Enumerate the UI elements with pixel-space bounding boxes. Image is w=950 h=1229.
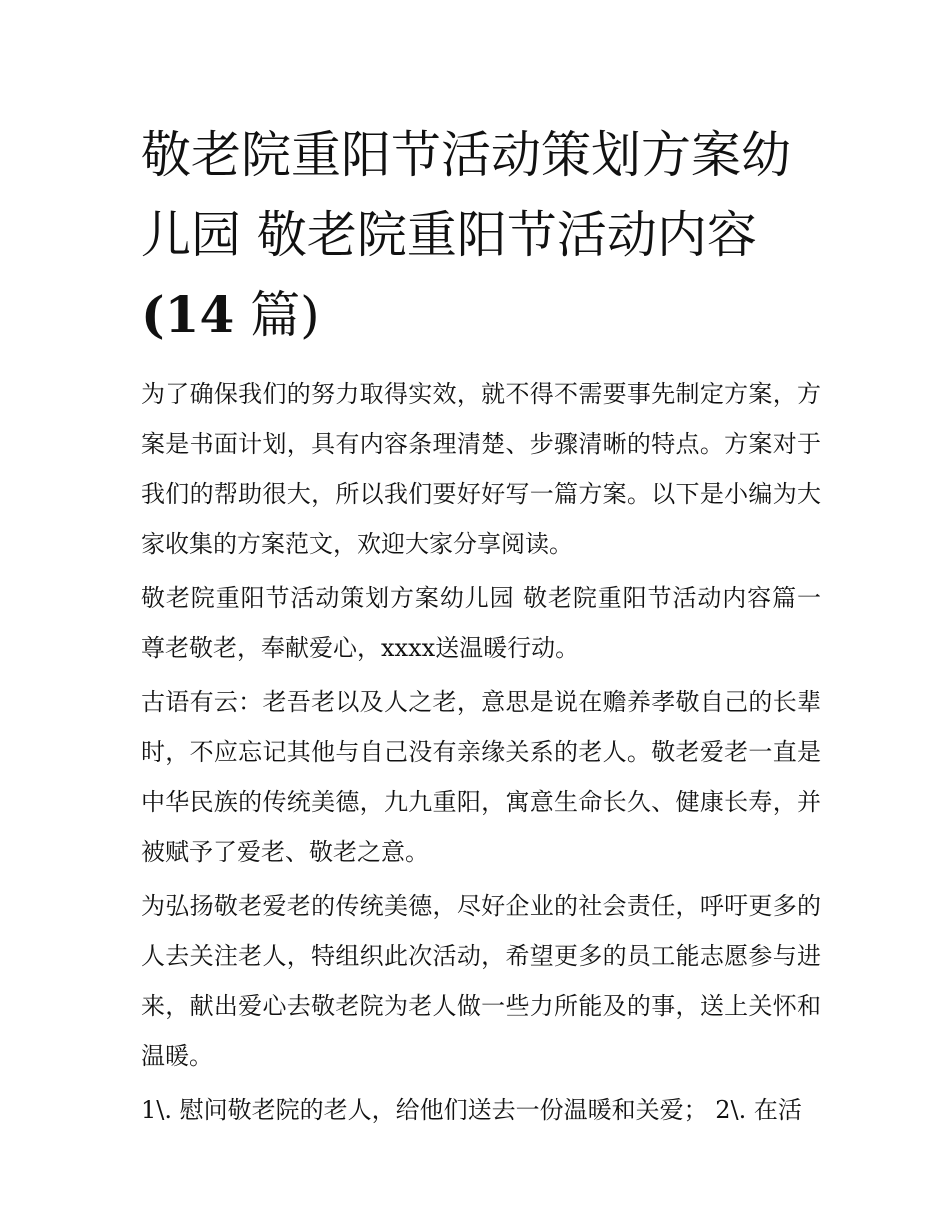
title-count-unit: 篇) [250, 286, 320, 344]
title-count: (14 [141, 285, 235, 344]
list-paragraph: 1\. 慰问敬老院的老人，给他们送去一份温暖和关爱； 2\. 在活 [141, 1096, 802, 1124]
title-text: 敬老院重阳节活动策划方案幼儿园 敬老院重阳节活动内容 [141, 126, 791, 264]
body-paragraph: 为弘扬敬老爱老的传统美德，尽好企业的社会责任，呼吁更多的人去关注老人，特组织此次活动，希望更多的员工能志愿参与进来，献出爱心去敬老院为老人做一些力所能及的事，送上关怀和温暖。 [141, 892, 821, 1070]
body-paragraph: 古语有云：老吾老以及人之老，意思是说在赡养孝敬自己的长辈时，不应忘记其他与自己没有亲缘关系的老人。敬老爱老一直是中华民族的传统美德，九九重阳，寓意生命长久、健康长寿，并被赋予了爱老、敬老之意。 [141, 688, 821, 866]
document-body [141, 115, 821, 1135]
intro-paragraph: 为了确保我们的努力取得实效，就不得不需要事先制定方案，方案是书面计划，具有内容条理清楚、步骤清晰的特点。方案对于我们的帮助很大，所以我们要好好写一篇方案。以下是小编为大家收集的方案范文，欢迎大家分享阅读。 [141, 380, 821, 558]
document-title [141, 115, 821, 355]
section-heading-paragraph: 敬老院重阳节活动策划方案幼儿园 敬老院重阳节活动内容篇一 尊老敬老，奉献爱心，xxxx送温暖行动。 [141, 584, 821, 662]
